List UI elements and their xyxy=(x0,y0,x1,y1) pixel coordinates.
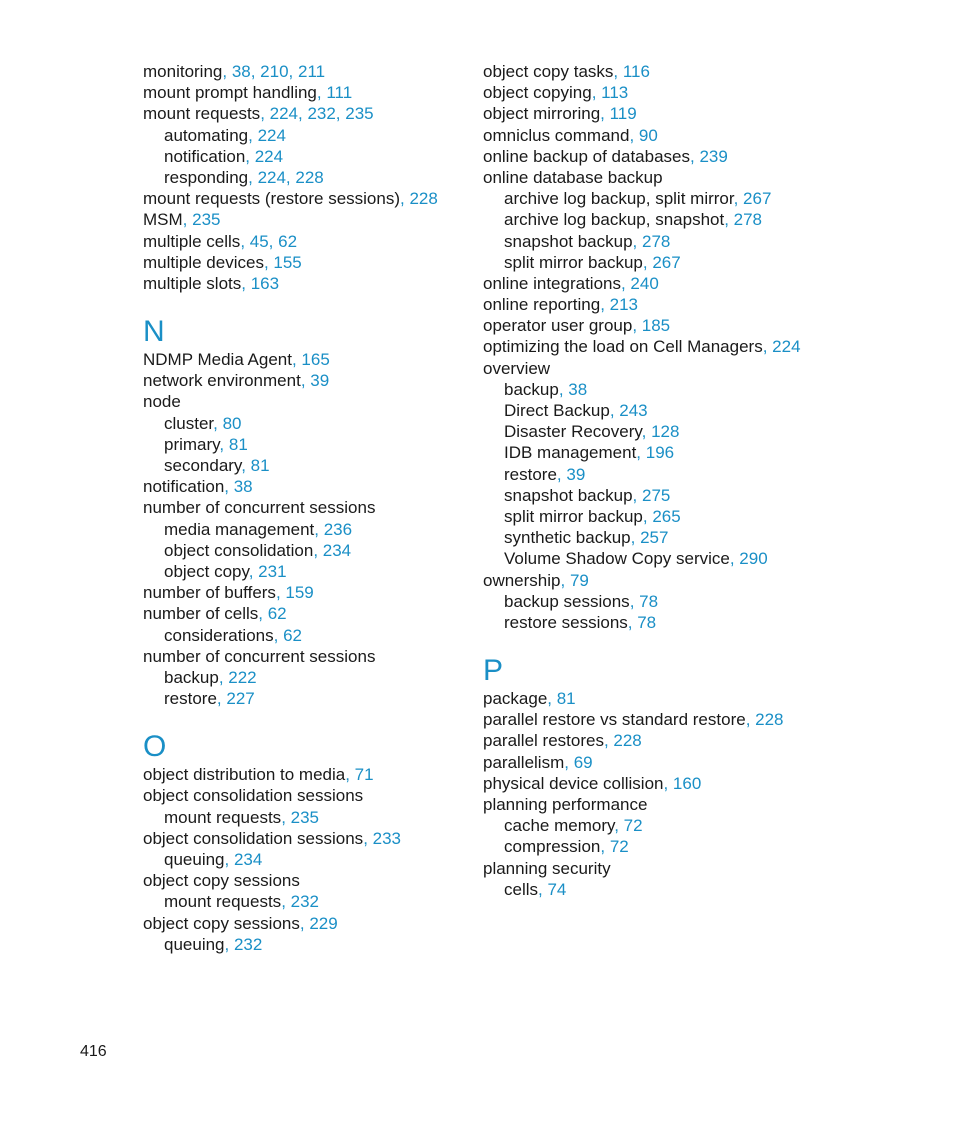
index-subentry xyxy=(143,125,483,146)
page-references-link[interactable]: , 185 xyxy=(632,316,671,336)
index-term: Direct Backup xyxy=(504,401,610,421)
page-references-link[interactable]: , 72 xyxy=(614,816,643,836)
page-references-link[interactable]: , 90 xyxy=(629,125,658,145)
index-term: cells xyxy=(504,879,539,899)
index-term: snapshot backup xyxy=(504,485,633,505)
page-references-link[interactable]: , 234 xyxy=(224,850,263,869)
index-subentry xyxy=(483,612,803,633)
index-subentry xyxy=(143,934,483,955)
index-term: parallelism xyxy=(483,752,565,772)
index-term: online backup of databases xyxy=(483,146,690,166)
index-entry xyxy=(143,913,483,934)
index-subentry xyxy=(143,413,483,434)
page-references-link[interactable]: , 74 xyxy=(538,879,567,899)
index-entry xyxy=(143,582,483,603)
index-term: number of buffers xyxy=(143,583,276,603)
page-references-link[interactable]: , 267 xyxy=(642,252,681,272)
index-subentry xyxy=(143,561,483,582)
page-references-link[interactable]: , 239 xyxy=(690,146,728,166)
index-term: split mirror backup xyxy=(504,252,643,272)
page-references-link[interactable]: , 234 xyxy=(313,540,352,560)
page-references-link[interactable]: , 81 xyxy=(219,434,248,454)
index-term: node xyxy=(143,392,181,412)
page-references-link[interactable]: , 196 xyxy=(636,443,675,463)
index-term: primary xyxy=(164,434,220,454)
page-references-link[interactable]: , 78 xyxy=(629,591,659,611)
index-term: parallel restore vs standard restore xyxy=(483,710,746,730)
index-term: online database backup xyxy=(483,167,663,187)
index-subentry xyxy=(143,891,483,912)
page-references-link[interactable]: , 240 xyxy=(620,273,659,293)
page-references-link[interactable]: , 227 xyxy=(216,689,255,709)
index-entry xyxy=(483,315,803,336)
index-term: cache memory xyxy=(504,816,615,836)
index-entry xyxy=(483,858,803,879)
index-term: secondary xyxy=(164,456,242,475)
page-references-link[interactable]: , 71 xyxy=(345,765,374,785)
page-references-link[interactable]: , 113 xyxy=(591,83,629,103)
index-subentry xyxy=(143,667,483,688)
index-entry xyxy=(143,497,483,518)
index-term: Disaster Recovery xyxy=(504,422,642,442)
index-entry xyxy=(143,764,483,785)
section-letter-p: P xyxy=(483,654,504,688)
page-references-link[interactable]: , 275 xyxy=(632,485,671,505)
index-term: planning security xyxy=(483,858,611,878)
index-subentry xyxy=(483,527,803,548)
index-entry xyxy=(483,358,803,379)
index-entry xyxy=(143,828,483,849)
page-references-link[interactable]: , 116 xyxy=(613,62,650,81)
index-entry xyxy=(143,231,483,252)
index-subentry xyxy=(143,625,483,646)
page-references-link[interactable]: , 165 xyxy=(291,350,330,370)
page-references-link[interactable]: , 45, 62 xyxy=(240,231,298,251)
index-term: considerations xyxy=(164,625,274,645)
index-entry xyxy=(143,370,483,391)
index-subentry xyxy=(143,807,483,828)
page-number: 416 xyxy=(80,1043,107,1060)
page-references-link[interactable]: , 228 xyxy=(400,189,438,209)
page-references-link[interactable]: , 39 xyxy=(556,464,586,484)
index-subentry xyxy=(143,540,483,561)
index-entry xyxy=(143,61,483,82)
page-references-link[interactable]: , 39 xyxy=(300,371,330,391)
page-references-link[interactable]: , 128 xyxy=(641,422,680,442)
index-subentry xyxy=(143,146,483,167)
index-term: number of cells xyxy=(143,604,259,624)
page-references-link[interactable]: , 38 xyxy=(224,477,253,497)
index-entry xyxy=(143,391,483,412)
index-term: backup xyxy=(164,667,219,687)
index-term: object consolidation xyxy=(164,540,314,560)
page-references-link[interactable]: , 235 xyxy=(281,807,319,827)
index-term: automating xyxy=(164,125,249,145)
index-subentry xyxy=(483,442,803,463)
page-references-link[interactable]: , 81 xyxy=(547,689,576,709)
index-entry xyxy=(483,61,803,82)
index-subentry xyxy=(483,815,803,836)
index-term: mount requests xyxy=(164,807,282,827)
page-references-link[interactable]: , 265 xyxy=(642,506,681,526)
index-term: operator user group xyxy=(483,316,633,336)
index-term: cluster xyxy=(164,413,214,433)
index-term: online integrations xyxy=(483,273,621,293)
index-subentry xyxy=(483,464,803,485)
index-column-right xyxy=(483,61,803,900)
index-term: optimizing the load on Cell Managers xyxy=(483,337,763,357)
index-term: object copy sessions xyxy=(143,871,300,891)
index-term: snapshot backup xyxy=(504,231,633,251)
index-entry xyxy=(483,125,803,146)
index-term: number of concurrent sessions xyxy=(143,498,376,518)
page-references-link[interactable]: , 69 xyxy=(564,752,593,772)
index-term: object consolidation sessions xyxy=(143,786,364,806)
index-term: object copying xyxy=(483,83,592,103)
page-references-link[interactable]: , 163 xyxy=(241,273,280,293)
index-entry xyxy=(483,709,803,730)
index-term: archive log backup, snapshot xyxy=(504,210,725,230)
index-subentry xyxy=(483,485,803,506)
index-subentry xyxy=(483,879,803,900)
index-term: notification xyxy=(143,477,225,497)
page-references-link[interactable]: , 222 xyxy=(218,667,257,687)
page-references-link[interactable]: , 232 xyxy=(224,934,263,954)
page-references-link[interactable]: , 79 xyxy=(560,570,589,590)
index-term: mount prompt handling xyxy=(143,83,317,103)
page-references-link[interactable]: , 235 xyxy=(182,210,221,230)
section-letter-n: N xyxy=(143,315,165,349)
index-entry xyxy=(483,794,803,815)
page-references-link[interactable]: , 160 xyxy=(663,773,702,793)
page-references-link[interactable]: , 224, 232, 235 xyxy=(260,104,374,124)
index-subentry xyxy=(483,252,803,273)
page-references-link[interactable]: , 236 xyxy=(314,519,353,539)
index-term: network environment xyxy=(143,371,301,391)
section-letter-o: O xyxy=(143,730,167,764)
index-entry xyxy=(483,82,803,103)
index-term: queuing xyxy=(164,934,225,954)
index-entry xyxy=(143,646,483,667)
index-term: ownership xyxy=(483,570,561,590)
index-term: mount requests (restore sessions) xyxy=(143,189,400,209)
index-entry xyxy=(143,188,483,209)
index-term: backup sessions xyxy=(504,591,630,611)
index-term: omniclus command xyxy=(483,125,630,145)
index-subentry xyxy=(143,434,483,455)
index-subentry xyxy=(483,591,803,612)
page-references-link[interactable]: , 257 xyxy=(630,528,669,548)
index-term: IDB management xyxy=(504,443,637,463)
page-references-link[interactable]: , 233 xyxy=(363,828,401,848)
page-references-link[interactable]: , 81 xyxy=(241,456,270,475)
index-subentry xyxy=(143,849,483,870)
page-references-link[interactable]: , 278 xyxy=(632,231,671,251)
page-references-link[interactable]: , 72 xyxy=(600,837,629,857)
index-column-left xyxy=(143,61,483,955)
index-term: planning performance xyxy=(483,795,648,815)
index-term: responding xyxy=(164,167,249,187)
page-references-link[interactable]: , 231 xyxy=(248,561,287,581)
index-entry xyxy=(483,773,803,794)
index-term: physical device collision xyxy=(483,773,664,793)
page-references-link[interactable]: , 290 xyxy=(729,549,768,569)
index-subentry xyxy=(483,209,803,230)
page-references-link[interactable]: , 62 xyxy=(273,625,302,645)
index-entry xyxy=(143,103,483,124)
index-term: object distribution to media xyxy=(143,765,346,785)
index-subentry xyxy=(483,188,803,209)
index-term: compression xyxy=(504,837,601,857)
index-entry xyxy=(483,752,803,773)
index-term: backup xyxy=(504,379,559,399)
page-references-link[interactable]: , 267 xyxy=(733,189,772,209)
index-entry xyxy=(143,870,483,891)
index-subentry xyxy=(483,836,803,857)
index-term: package xyxy=(483,689,548,709)
page-references-link[interactable]: , 228 xyxy=(603,731,642,751)
index-term: queuing xyxy=(164,850,225,869)
index-entry xyxy=(143,252,483,273)
index-term: restore sessions xyxy=(504,612,628,632)
page-references-link[interactable]: , 228 xyxy=(745,710,784,730)
page-references-link[interactable]: , 224 xyxy=(762,337,801,357)
index-entry xyxy=(483,146,803,167)
index-term: synthetic backup xyxy=(504,528,631,548)
index-entry xyxy=(143,476,483,497)
index-term: mount requests xyxy=(143,104,261,124)
index-term: parallel restores xyxy=(483,731,604,751)
index-entry xyxy=(483,103,803,124)
index-term: object consolidation sessions xyxy=(143,828,364,848)
index-term: MSM xyxy=(143,210,183,230)
index-entry xyxy=(483,730,803,751)
index-subentry xyxy=(483,548,803,569)
page-references-link[interactable]: , 278 xyxy=(724,210,763,230)
page-references-link[interactable]: , 243 xyxy=(609,401,648,421)
index-subentry xyxy=(483,506,803,527)
index-term: multiple devices xyxy=(143,252,264,272)
index-subentry xyxy=(143,167,483,188)
index-subentry xyxy=(483,379,803,400)
index-subentry xyxy=(143,455,483,476)
index-entry xyxy=(143,209,483,230)
page-references-link[interactable]: , 224, 228 xyxy=(248,167,324,187)
index-term: media management xyxy=(164,519,315,539)
index-entry xyxy=(143,273,483,294)
index-entry xyxy=(483,688,803,709)
index-entry xyxy=(483,570,803,591)
page-references-link[interactable]: , 78 xyxy=(627,612,657,632)
index-term: split mirror backup xyxy=(504,506,643,526)
index-term: Volume Shadow Copy service xyxy=(504,549,730,569)
index-entry xyxy=(143,82,483,103)
index-term: online reporting xyxy=(483,295,601,315)
page-references-link[interactable]: , 155 xyxy=(263,252,302,272)
index-subentry xyxy=(483,231,803,252)
index-subentry xyxy=(143,688,483,709)
page-references-link[interactable]: , 62 xyxy=(258,604,287,624)
page-references-link[interactable]: , 38, 210, 211 xyxy=(222,62,326,81)
index-entry xyxy=(483,336,803,357)
page-references-link[interactable]: , 229 xyxy=(299,913,338,933)
page-references-link[interactable]: , 119 xyxy=(600,104,637,124)
page-references-link[interactable]: , 213 xyxy=(600,295,639,315)
index-term: number of concurrent sessions xyxy=(143,646,376,666)
page-references-link[interactable]: , 224 xyxy=(245,146,284,166)
index-term: multiple slots xyxy=(143,273,242,293)
index-term: monitoring xyxy=(143,62,223,81)
index-entry xyxy=(143,349,483,370)
index-entry xyxy=(483,273,803,294)
page-references-link[interactable]: , 232 xyxy=(281,892,319,912)
index-term: restore xyxy=(504,464,557,484)
index-term: multiple cells xyxy=(143,231,241,251)
index-entry xyxy=(483,294,803,315)
index-term: object copy sessions xyxy=(143,913,300,933)
index-subentry xyxy=(483,421,803,442)
index-term: archive log backup, split mirror xyxy=(504,189,734,209)
page-references-link[interactable]: , 224 xyxy=(248,125,286,145)
index-subentry xyxy=(483,400,803,421)
index-term: object mirroring xyxy=(483,104,601,124)
page-references-link[interactable]: , 159 xyxy=(275,583,314,603)
index-term: object copy xyxy=(164,561,249,581)
page-references-link[interactable]: , 111 xyxy=(316,83,353,103)
page-references-link[interactable]: , 80 xyxy=(213,413,242,433)
index-term: overview xyxy=(483,358,551,378)
index-entry xyxy=(143,785,483,806)
index-entry xyxy=(483,167,803,188)
index-term: NDMP Media Agent xyxy=(143,350,292,370)
index-entry xyxy=(143,603,483,624)
index-term: object copy tasks xyxy=(483,62,614,81)
index-term: mount requests xyxy=(164,892,282,912)
index-term: notification xyxy=(164,146,246,166)
index-term: restore xyxy=(164,689,217,709)
page-references-link[interactable]: , 38 xyxy=(558,379,588,399)
index-subentry xyxy=(143,519,483,540)
